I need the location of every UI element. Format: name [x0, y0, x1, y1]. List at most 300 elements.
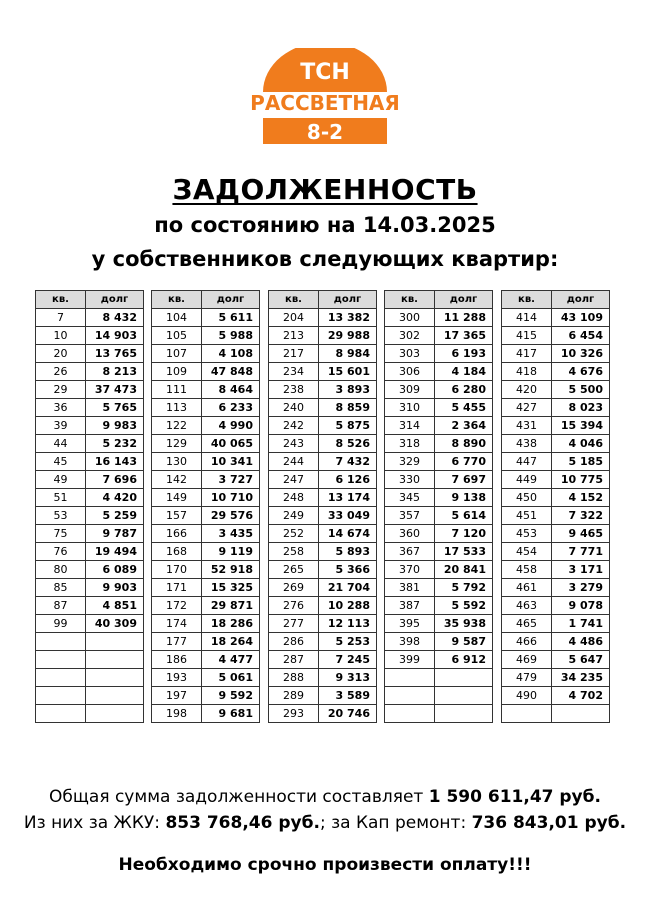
debt-amount: 19 494 — [86, 543, 144, 561]
apartment-number: 370 — [385, 561, 435, 579]
apartment-number: 345 — [385, 489, 435, 507]
apartment-number: 174 — [152, 615, 202, 633]
debt-amount: 7 696 — [86, 471, 144, 489]
table-row — [269, 453, 377, 471]
apartment-number: 142 — [152, 471, 202, 489]
table-row — [502, 489, 610, 507]
debt-amount: 14 674 — [319, 525, 377, 543]
apartment-number: 109 — [152, 363, 202, 381]
apartment-number: 177 — [152, 633, 202, 651]
debt-amount: 9 078 — [552, 597, 610, 615]
debt-amount: 9 138 — [435, 489, 493, 507]
debt-amount: 8 432 — [86, 309, 144, 327]
debt-amount — [86, 705, 144, 723]
debt-amount: 4 676 — [552, 363, 610, 381]
apt-header: кв. — [152, 291, 202, 309]
debt-amount: 6 089 — [86, 561, 144, 579]
apartment-number: 302 — [385, 327, 435, 345]
apartment-number: 122 — [152, 417, 202, 435]
apartment-number: 330 — [385, 471, 435, 489]
debt-table-4 — [384, 290, 493, 723]
debt-amount: 10 288 — [319, 597, 377, 615]
apartment-number: 99 — [36, 615, 86, 633]
debt-amount: 7 697 — [435, 471, 493, 489]
apartment-number: 129 — [152, 435, 202, 453]
debt-amount: 7 771 — [552, 543, 610, 561]
debt-amount — [552, 705, 610, 723]
apartment-number: 329 — [385, 453, 435, 471]
table-row — [36, 507, 144, 525]
apartment-number: 258 — [269, 543, 319, 561]
debt-amount: 5 500 — [552, 381, 610, 399]
debt-amount: 5 455 — [435, 399, 493, 417]
table-row — [36, 471, 144, 489]
debt-amount: 6 280 — [435, 381, 493, 399]
table-row — [152, 633, 260, 651]
debt-amount: 7 432 — [319, 453, 377, 471]
table-row — [36, 525, 144, 543]
debt-amount: 20 746 — [319, 705, 377, 723]
debt-amount: 6 912 — [435, 651, 493, 669]
debt-amount: 4 486 — [552, 633, 610, 651]
table-row — [152, 561, 260, 579]
debt-amount: 6 770 — [435, 453, 493, 471]
apartment-number — [36, 669, 86, 687]
debt-amount: 40 309 — [86, 615, 144, 633]
apartment-number: 20 — [36, 345, 86, 363]
apartment-number: 288 — [269, 669, 319, 687]
table-row — [36, 561, 144, 579]
apt-header: кв. — [269, 291, 319, 309]
table-row — [36, 633, 144, 651]
debt-amount: 9 903 — [86, 579, 144, 597]
debt-amount: 8 984 — [319, 345, 377, 363]
apartment-number: 265 — [269, 561, 319, 579]
debt-amount: 5 614 — [435, 507, 493, 525]
apartment-number: 417 — [502, 345, 552, 363]
debt-header: долг — [86, 291, 144, 309]
total-prefix: Общая сумма задолженности составляет — [49, 787, 429, 807]
apartment-number: 75 — [36, 525, 86, 543]
apartment-number: 193 — [152, 669, 202, 687]
apartment-number: 111 — [152, 381, 202, 399]
table-row — [385, 345, 493, 363]
apartment-number: 395 — [385, 615, 435, 633]
table-row — [502, 435, 610, 453]
table-row — [36, 597, 144, 615]
table-row — [36, 327, 144, 345]
table-row — [36, 651, 144, 669]
debt-amount: 17 365 — [435, 327, 493, 345]
debt-amount: 10 341 — [202, 453, 260, 471]
debt-tables — [35, 290, 615, 766]
debt-amount: 33 049 — [319, 507, 377, 525]
apartment-number: 293 — [269, 705, 319, 723]
apartment-number — [36, 705, 86, 723]
apartment-number: 461 — [502, 579, 552, 597]
table-row — [152, 489, 260, 507]
debt-amount: 35 938 — [435, 615, 493, 633]
table-row — [502, 687, 610, 705]
logo-graphic — [237, 48, 413, 146]
apartment-number: 234 — [269, 363, 319, 381]
apartment-number: 104 — [152, 309, 202, 327]
apartment-number: 85 — [36, 579, 86, 597]
table-row — [152, 525, 260, 543]
debt-amount: 4 152 — [552, 489, 610, 507]
table-row — [269, 561, 377, 579]
debt-amount: 18 286 — [202, 615, 260, 633]
table-row — [269, 633, 377, 651]
apartment-number: 247 — [269, 471, 319, 489]
table-row — [269, 669, 377, 687]
apartment-number: 387 — [385, 597, 435, 615]
table-header-row — [152, 291, 260, 309]
debt-amount: 18 264 — [202, 633, 260, 651]
table-row — [385, 309, 493, 327]
debt-amount: 6 454 — [552, 327, 610, 345]
apartment-number: 314 — [385, 417, 435, 435]
table-row — [269, 651, 377, 669]
table-row — [502, 363, 610, 381]
debt-amount: 3 589 — [319, 687, 377, 705]
debt-amount: 13 382 — [319, 309, 377, 327]
table-row — [385, 615, 493, 633]
table-row — [152, 543, 260, 561]
table-row — [385, 651, 493, 669]
debt-amount: 13 765 — [86, 345, 144, 363]
table-row — [269, 327, 377, 345]
apartment-number — [385, 705, 435, 723]
table-row — [269, 309, 377, 327]
debt-amount: 12 113 — [319, 615, 377, 633]
table-row — [152, 579, 260, 597]
debt-amount: 4 702 — [552, 687, 610, 705]
apartment-number: 242 — [269, 417, 319, 435]
table-row — [152, 435, 260, 453]
table-row — [269, 381, 377, 399]
table-row — [502, 633, 610, 651]
table-row — [36, 615, 144, 633]
table-row — [502, 525, 610, 543]
table-row — [269, 615, 377, 633]
apartment-number: 166 — [152, 525, 202, 543]
table-row — [502, 399, 610, 417]
apartment-number: 248 — [269, 489, 319, 507]
table-row — [152, 417, 260, 435]
total-amount: 1 590 611,47 руб. — [428, 787, 601, 807]
table-row — [502, 471, 610, 489]
debt-amount: 5 061 — [202, 669, 260, 687]
debt-amount: 9 119 — [202, 543, 260, 561]
table-row — [385, 687, 493, 705]
table-row — [36, 417, 144, 435]
apartment-number: 168 — [152, 543, 202, 561]
debt-amount: 8 526 — [319, 435, 377, 453]
apartment-number: 45 — [36, 453, 86, 471]
apartment-number: 420 — [502, 381, 552, 399]
apartment-number: 447 — [502, 453, 552, 471]
table-row — [502, 345, 610, 363]
debt-amount: 8 890 — [435, 435, 493, 453]
debt-amount: 5 611 — [202, 309, 260, 327]
debt-amount: 7 322 — [552, 507, 610, 525]
apartment-number: 243 — [269, 435, 319, 453]
table-row — [36, 543, 144, 561]
debt-amount — [435, 705, 493, 723]
apartment-number: 438 — [502, 435, 552, 453]
apartment-number: 469 — [502, 651, 552, 669]
apartment-number: 238 — [269, 381, 319, 399]
apartment-number: 309 — [385, 381, 435, 399]
table-row — [152, 705, 260, 723]
apartment-number: 453 — [502, 525, 552, 543]
table-row — [502, 543, 610, 561]
apt-header: кв. — [502, 291, 552, 309]
table-row — [385, 363, 493, 381]
split-middle: ; за Кап ремонт: — [319, 813, 472, 833]
apartment-number: 310 — [385, 399, 435, 417]
table-row — [385, 579, 493, 597]
debt-amount: 5 366 — [319, 561, 377, 579]
table-row — [152, 597, 260, 615]
debt-amount: 5 647 — [552, 651, 610, 669]
apartment-number — [502, 705, 552, 723]
apartment-number: 357 — [385, 507, 435, 525]
table-row — [502, 669, 610, 687]
logo-line3: 8-2 — [306, 120, 344, 144]
debt-table-2 — [151, 290, 260, 723]
apartment-number: 490 — [502, 687, 552, 705]
table-row — [385, 327, 493, 345]
table-row — [152, 471, 260, 489]
table-row — [269, 579, 377, 597]
apartment-number: 105 — [152, 327, 202, 345]
table-row — [269, 489, 377, 507]
tsn-logo — [237, 48, 413, 146]
debt-amount: 13 174 — [319, 489, 377, 507]
debt-header: долг — [552, 291, 610, 309]
split-prefix: Из них за ЖКУ: — [23, 813, 166, 833]
debt-header: долг — [202, 291, 260, 309]
kap-amount: 736 843,01 руб. — [471, 813, 627, 833]
table-row — [385, 489, 493, 507]
apartment-number: 451 — [502, 507, 552, 525]
table-row — [152, 363, 260, 381]
debt-amount: 4 851 — [86, 597, 144, 615]
table-row — [269, 543, 377, 561]
apartment-number: 217 — [269, 345, 319, 363]
debt-split-line — [0, 813, 650, 833]
apartment-number: 289 — [269, 687, 319, 705]
apartment-number: 44 — [36, 435, 86, 453]
apartment-number: 450 — [502, 489, 552, 507]
apartment-number: 399 — [385, 651, 435, 669]
apartment-number: 465 — [502, 615, 552, 633]
apartment-number: 252 — [269, 525, 319, 543]
apartment-number: 454 — [502, 543, 552, 561]
apartment-number: 415 — [502, 327, 552, 345]
debt-amount: 5 232 — [86, 435, 144, 453]
table-row — [36, 453, 144, 471]
table-row — [269, 471, 377, 489]
apartment-number: 269 — [269, 579, 319, 597]
apartment-number: 249 — [269, 507, 319, 525]
table-row — [152, 687, 260, 705]
apartment-number: 287 — [269, 651, 319, 669]
table-row — [36, 363, 144, 381]
table-row — [269, 435, 377, 453]
debt-amount: 4 990 — [202, 417, 260, 435]
table-row — [385, 471, 493, 489]
table-row — [269, 597, 377, 615]
apartment-number — [385, 687, 435, 705]
debt-amount: 10 710 — [202, 489, 260, 507]
table-row — [269, 687, 377, 705]
apartment-number: 87 — [36, 597, 86, 615]
apartment-number: 49 — [36, 471, 86, 489]
debt-amount — [86, 687, 144, 705]
table-row — [502, 453, 610, 471]
debt-amount — [86, 633, 144, 651]
table-row — [502, 327, 610, 345]
table-row — [502, 381, 610, 399]
logo-line2: РАССВЕТНАЯ — [250, 91, 400, 115]
table-row — [152, 615, 260, 633]
apt-header: кв. — [36, 291, 86, 309]
debt-amount: 2 364 — [435, 417, 493, 435]
debt-amount: 8 213 — [86, 363, 144, 381]
debt-amount: 7 245 — [319, 651, 377, 669]
apartment-number: 198 — [152, 705, 202, 723]
debt-header: долг — [435, 291, 493, 309]
debt-amount: 17 533 — [435, 543, 493, 561]
apartment-number: 130 — [152, 453, 202, 471]
debt-amount: 5 893 — [319, 543, 377, 561]
table-row — [385, 453, 493, 471]
debt-amount: 21 704 — [319, 579, 377, 597]
debt-amount: 9 787 — [86, 525, 144, 543]
zhku-amount: 853 768,46 руб. — [165, 813, 320, 833]
apartment-number — [36, 633, 86, 651]
debt-amount: 43 109 — [552, 309, 610, 327]
debt-amount: 3 727 — [202, 471, 260, 489]
debt-amount: 29 871 — [202, 597, 260, 615]
table-row — [269, 525, 377, 543]
table-row — [269, 417, 377, 435]
table-row — [36, 705, 144, 723]
apartment-number: 39 — [36, 417, 86, 435]
apartment-number: 367 — [385, 543, 435, 561]
table-row — [385, 399, 493, 417]
apartment-number: 197 — [152, 687, 202, 705]
apartment-number: 36 — [36, 399, 86, 417]
debt-amount: 3 435 — [202, 525, 260, 543]
apartment-number: 80 — [36, 561, 86, 579]
table-row — [502, 561, 610, 579]
page-title: ЗАДОЛЖЕННОСТЬ — [172, 173, 478, 206]
table-row — [502, 597, 610, 615]
debt-amount: 5 592 — [435, 597, 493, 615]
table-row — [385, 597, 493, 615]
table-row — [36, 579, 144, 597]
table-row — [36, 489, 144, 507]
debt-amount: 4 184 — [435, 363, 493, 381]
table-row — [385, 705, 493, 723]
apartment-number: 157 — [152, 507, 202, 525]
debt-amount: 5 792 — [435, 579, 493, 597]
apartment-number: 306 — [385, 363, 435, 381]
debt-amount: 4 477 — [202, 651, 260, 669]
apartment-number: 418 — [502, 363, 552, 381]
apartment-number: 213 — [269, 327, 319, 345]
apartment-number: 398 — [385, 633, 435, 651]
debt-amount: 5 875 — [319, 417, 377, 435]
debt-table-1 — [35, 290, 144, 723]
debt-amount: 4 420 — [86, 489, 144, 507]
logo-line1: ТСН — [300, 60, 350, 85]
apartment-number: 171 — [152, 579, 202, 597]
debt-amount: 15 394 — [552, 417, 610, 435]
table-row — [502, 615, 610, 633]
debt-amount: 15 601 — [319, 363, 377, 381]
table-row — [152, 327, 260, 345]
table-header-row — [269, 291, 377, 309]
table-row — [385, 507, 493, 525]
apartment-number: 204 — [269, 309, 319, 327]
apartment-number: 449 — [502, 471, 552, 489]
debt-amount: 52 918 — [202, 561, 260, 579]
apartment-number: 149 — [152, 489, 202, 507]
apartment-number: 10 — [36, 327, 86, 345]
debt-amount: 29 576 — [202, 507, 260, 525]
table-row — [152, 381, 260, 399]
debt-table-5 — [501, 290, 610, 723]
debt-amount: 4 108 — [202, 345, 260, 363]
apartment-number: 51 — [36, 489, 86, 507]
apartment-number: 240 — [269, 399, 319, 417]
debt-amount: 16 143 — [86, 453, 144, 471]
apartment-number: 414 — [502, 309, 552, 327]
table-row — [385, 525, 493, 543]
table-row — [152, 651, 260, 669]
debt-amount: 8 464 — [202, 381, 260, 399]
table-row — [502, 507, 610, 525]
debt-amount: 5 765 — [86, 399, 144, 417]
apartment-number: 318 — [385, 435, 435, 453]
table-header-row — [36, 291, 144, 309]
table-row — [36, 669, 144, 687]
debt-amount — [435, 687, 493, 705]
table-row — [385, 669, 493, 687]
table-row — [152, 345, 260, 363]
apartment-number: 53 — [36, 507, 86, 525]
debt-amount: 6 233 — [202, 399, 260, 417]
debt-amount: 9 465 — [552, 525, 610, 543]
debt-amount: 37 473 — [86, 381, 144, 399]
debt-amount: 34 235 — [552, 669, 610, 687]
table-row — [36, 345, 144, 363]
debt-amount — [86, 651, 144, 669]
table-row — [385, 561, 493, 579]
apartment-number: 463 — [502, 597, 552, 615]
debt-amount: 14 903 — [86, 327, 144, 345]
apartment-number: 172 — [152, 597, 202, 615]
debt-amount: 7 120 — [435, 525, 493, 543]
table-row — [152, 507, 260, 525]
apartment-number: 466 — [502, 633, 552, 651]
debt-amount: 47 848 — [202, 363, 260, 381]
